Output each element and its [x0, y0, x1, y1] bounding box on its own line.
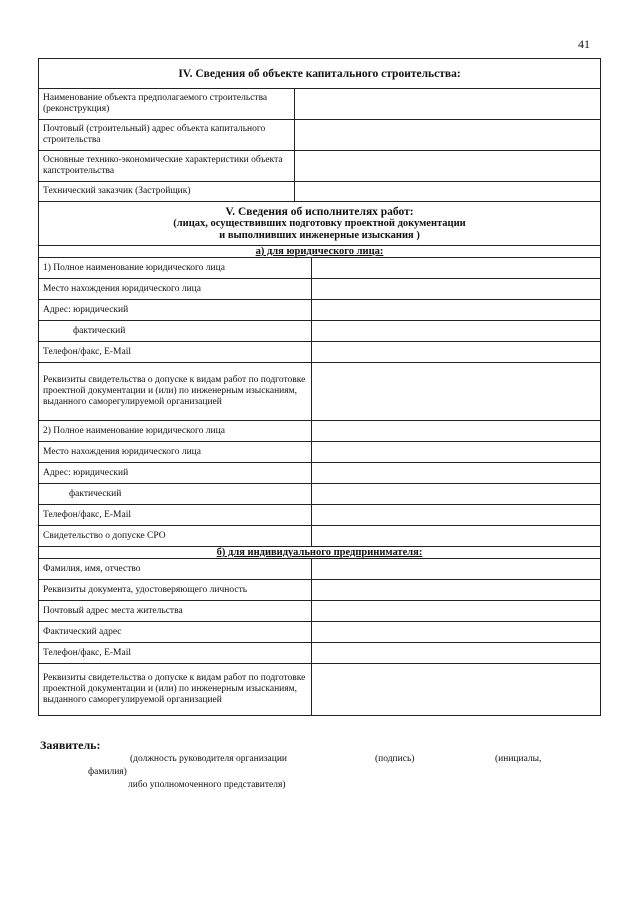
legal-2-address-actual-field[interactable]: [312, 484, 601, 505]
technical-customer-field[interactable]: [295, 182, 601, 202]
ip-full-name-field[interactable]: [312, 559, 601, 580]
applicant-label: Заявитель:: [40, 738, 101, 752]
ip-certificate-label: Реквизиты свидетельства о допуске к видам работ по подготовке проектной документации и (или) по инженерным изысканиям, выданного саморегулируемой организацией: [39, 664, 312, 716]
legal-1-full-name-field[interactable]: [312, 258, 601, 279]
legal-2-phone-label: Телефон/факс, E-Mail: [39, 505, 312, 526]
legal-1-certificate-label: Реквизиты свидетельства о допуске к видам работ по подготовке проектной документации и (или) по инженерным изысканиям, выданного саморегулируемой организацией: [39, 363, 312, 421]
signature-caption: (подпись): [375, 754, 415, 764]
ip-actual-address-field[interactable]: [312, 622, 601, 643]
ip-full-name-label: Фамилия, имя, отчество: [39, 559, 312, 580]
object-characteristics-field[interactable]: [295, 151, 601, 182]
legal-1-location-field[interactable]: [312, 279, 601, 300]
application-form-table: [38, 58, 601, 716]
ip-id-document-field[interactable]: [312, 580, 601, 601]
legal-2-location-label: Место нахождения юридического лица: [39, 442, 312, 463]
legal-1-address-actual-field[interactable]: [312, 321, 601, 342]
ip-certificate-field[interactable]: [312, 664, 601, 716]
initials-caption: (инициалы,: [495, 754, 542, 764]
representative-caption: либо уполномоченного представителя): [128, 780, 286, 790]
individual-subtitle-text: б) для индивидуального предпринимателя:: [216, 547, 423, 558]
individual-subtitle: [39, 547, 601, 559]
legal-2-phone-field[interactable]: [312, 505, 601, 526]
position-caption: (должность руководителя организации: [130, 754, 288, 764]
legal-2-sro-field[interactable]: [312, 526, 601, 547]
section-iv-title: IV. Сведения об объекте капитального строительства:: [39, 59, 601, 89]
object-address-field[interactable]: [295, 120, 601, 151]
legal-1-address-legal-label: Адрес: юридический: [39, 300, 312, 321]
legal-2-address-actual-label: фактический: [39, 484, 312, 505]
legal-2-address-legal-field[interactable]: [312, 463, 601, 484]
legal-2-location-field[interactable]: [312, 442, 601, 463]
ip-phone-label: Телефон/факс, E-Mail: [39, 643, 312, 664]
technical-customer-label: Технический заказчик (Застройщик): [39, 182, 295, 202]
legal-2-address-legal-label: Адрес: юридический: [39, 463, 312, 484]
legal-2-full-name-field[interactable]: [312, 421, 601, 442]
page-number: 41: [578, 37, 590, 51]
surname-caption: фамилия): [88, 767, 127, 777]
legal-1-phone-label: Телефон/факс, E-Mail: [39, 342, 312, 363]
section-v-title-line2: (лицах, осуществивших подготовку проектной документации: [173, 217, 466, 229]
object-name-label: Наименование объекта предполагаемого строительства (реконструкция): [39, 89, 295, 120]
legal-1-full-name-label: 1) Полное наименование юридического лица: [39, 258, 312, 279]
legal-2-full-name-label: 2) Полное наименование юридического лица: [39, 421, 312, 442]
ip-id-document-label: Реквизиты документа, удостоверяющего личность: [39, 580, 312, 601]
legal-1-certificate-field[interactable]: [312, 363, 601, 421]
ip-postal-address-field[interactable]: [312, 601, 601, 622]
ip-postal-address-label: Почтовый адрес места жительства: [39, 601, 312, 622]
legal-1-phone-field[interactable]: [312, 342, 601, 363]
ip-phone-field[interactable]: [312, 643, 601, 664]
object-characteristics-label: Основные технико-экономические характеристики объекта капстроительства: [39, 151, 295, 182]
section-v-title-line3: и выполнивших инженерные изыскания ): [219, 229, 420, 241]
legal-entity-subtitle: [39, 246, 601, 258]
ip-actual-address-label: Фактический адрес: [39, 622, 312, 643]
section-v-title: [39, 202, 601, 246]
legal-1-address-legal-field[interactable]: [312, 300, 601, 321]
legal-2-sro-label: Свидетельство о допуске СРО: [39, 526, 312, 547]
legal-1-address-actual-label: фактический: [39, 321, 312, 342]
legal-1-location-label: Место нахождения юридического лица: [39, 279, 312, 300]
object-address-label: Почтовый (строительный) адрес объекта капитального строительства: [39, 120, 295, 151]
section-v-title-line1: V. Сведения об исполнителях работ:: [225, 205, 414, 218]
legal-entity-subtitle-text: а) для юридического лица:: [255, 246, 384, 257]
object-name-field[interactable]: [295, 89, 601, 120]
